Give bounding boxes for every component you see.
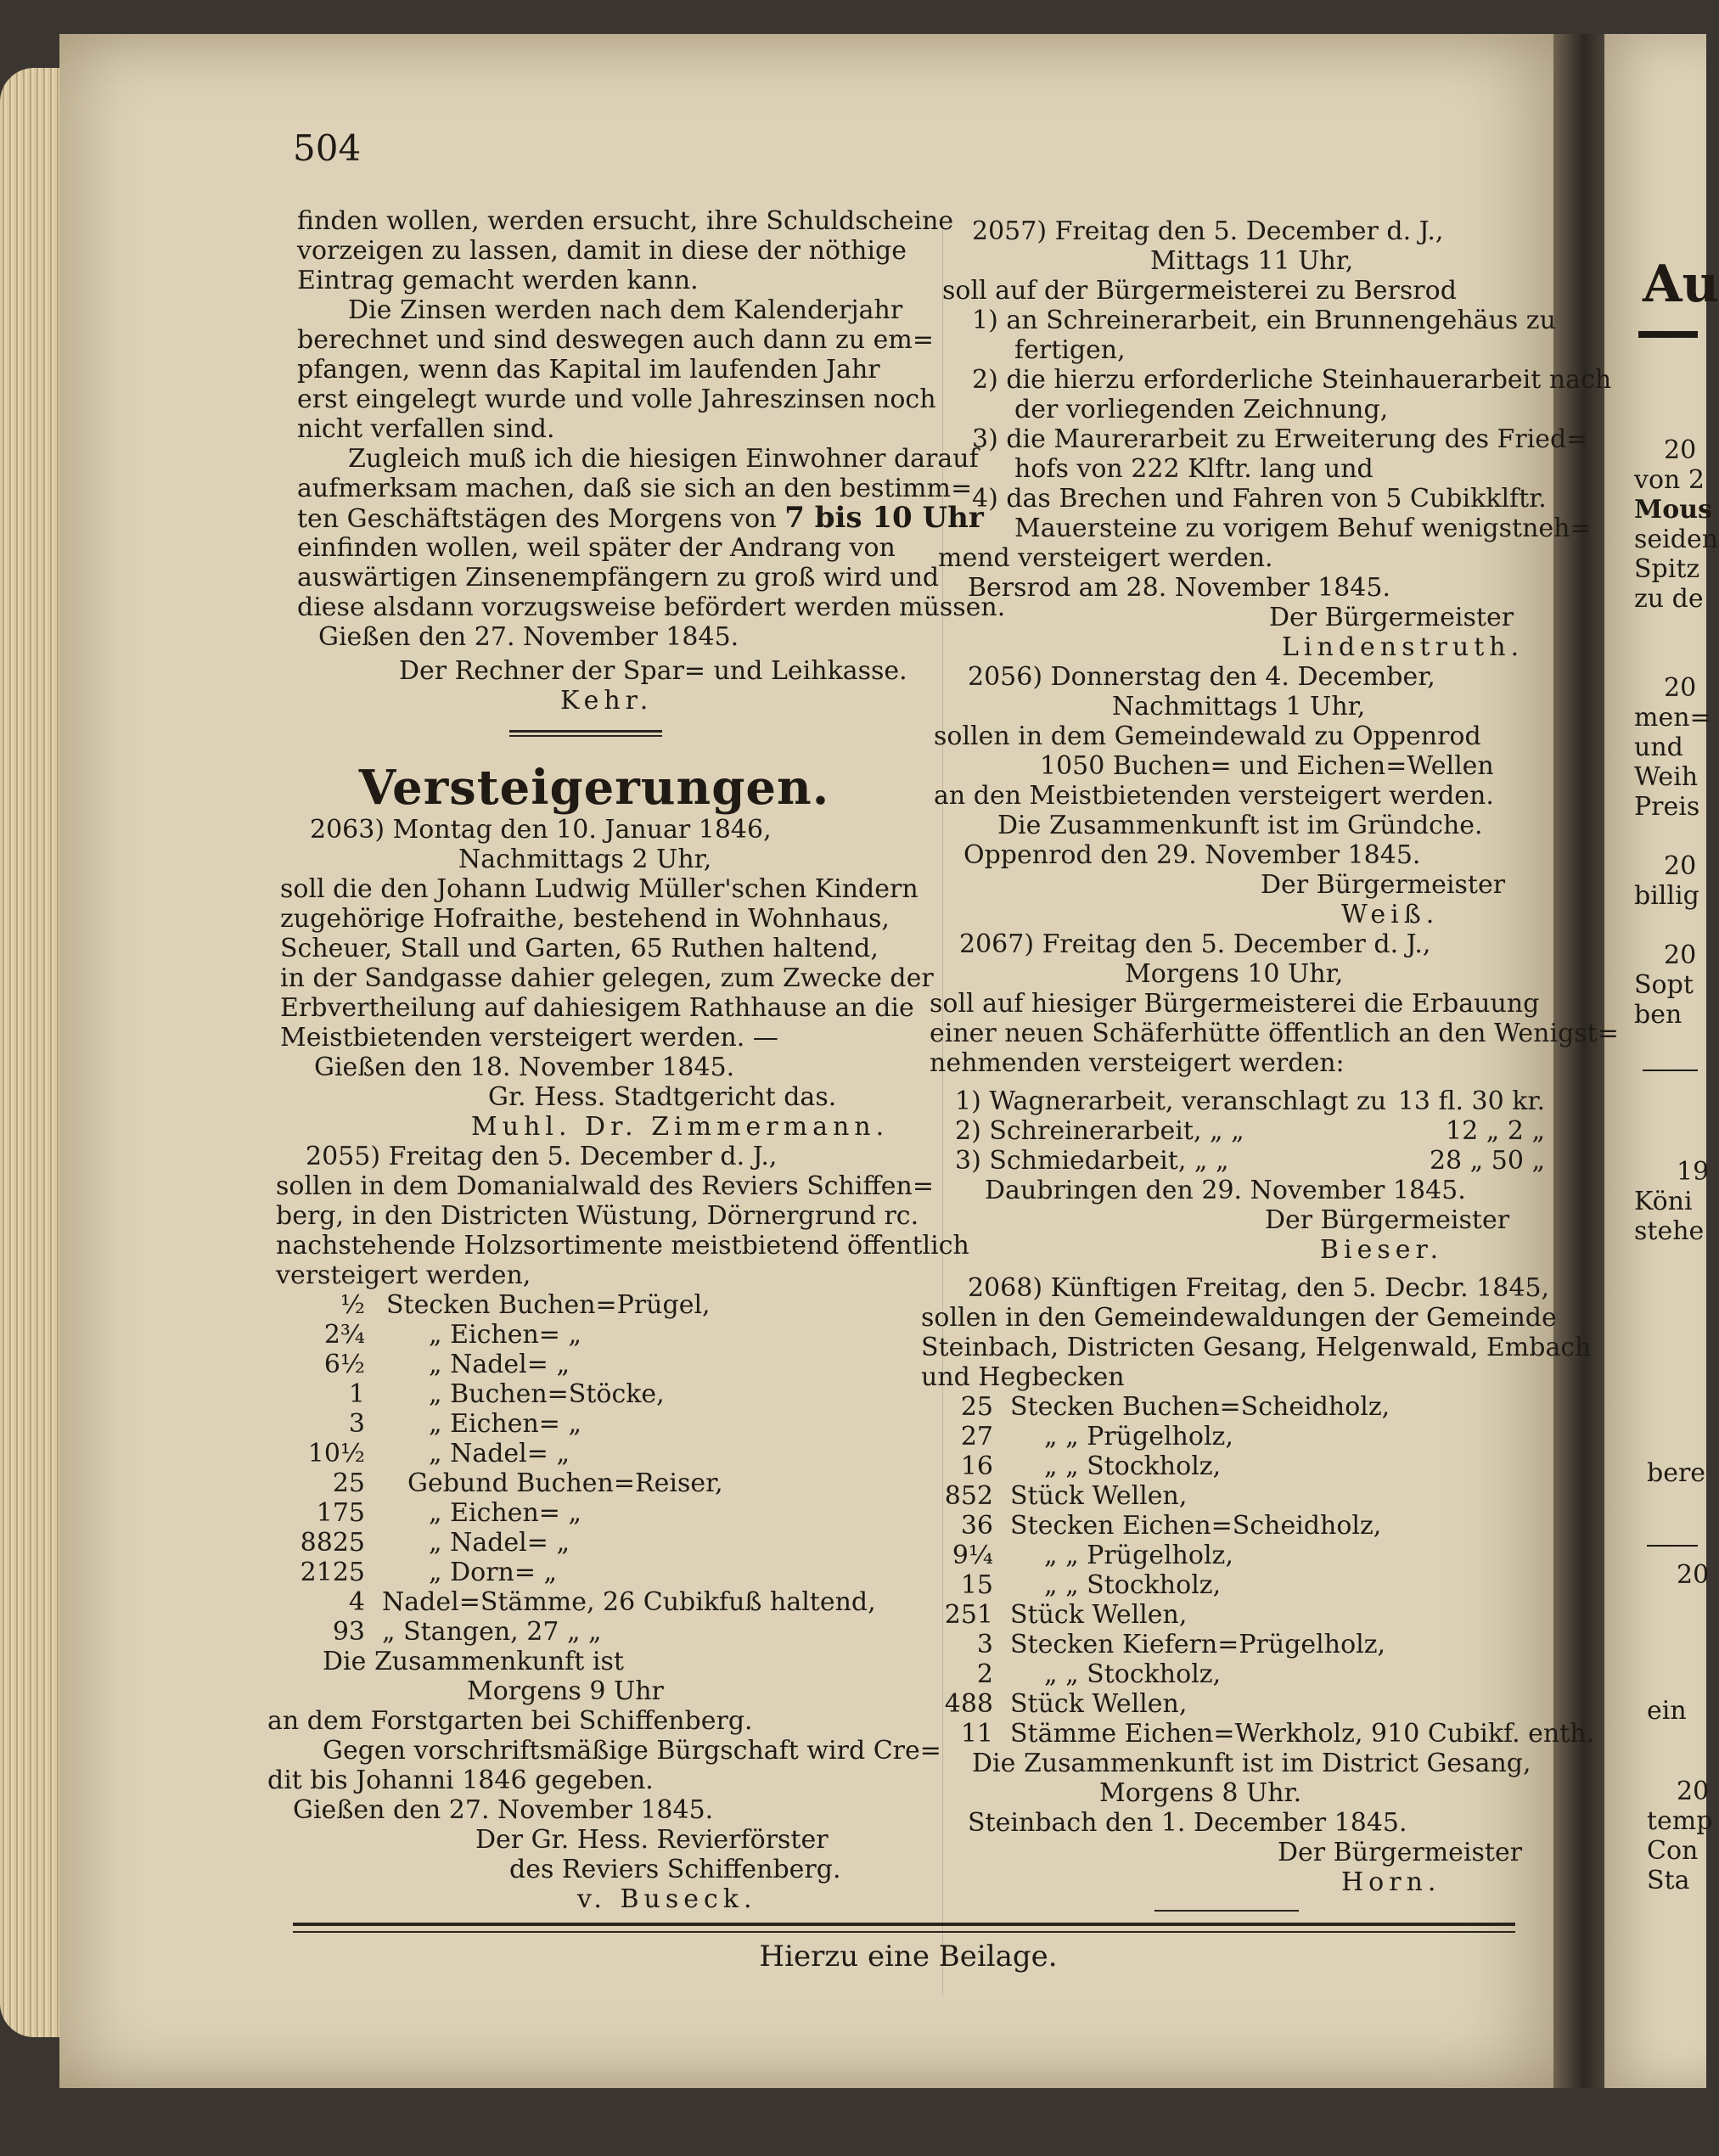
wood-desc: „ Eichen= „ [429,1320,581,1350]
wood-qty: 27 [960,1422,993,1451]
notice-2068-line: Der Bürgermeister [1278,1838,1523,1867]
wood-qty: 2¾ [323,1320,365,1350]
right-page-fragment: Köni [1634,1187,1693,1216]
cost-label: 3) Schmiedarbeit, „ „ [955,1146,1229,1176]
wood-qty: 175 [316,1498,365,1528]
notice-2068-line: Morgens 8 Uhr. [1099,1778,1302,1808]
left-top-line: finden wollen, werden ersucht, ihre Schuldscheine [297,206,954,236]
wood-desc: „ „ Stockholz, [1044,1451,1222,1481]
wood-qty: 852 [944,1481,993,1511]
notice-2056-signature: Weiß. [1341,900,1440,929]
wood-qty: 3 [348,1409,365,1439]
right-page-fragment: Spitz [1634,554,1700,584]
footer-rule [293,1923,1515,1926]
notice-2067-line: 2067) Freitag den 5. December d. J., [959,929,1431,959]
wood-qty: 11 [960,1719,993,1749]
notice-2056-line: sollen in dem Gemeindewald zu Oppenrod [934,721,1481,751]
footer-rule [293,1931,1515,1933]
notice-2057-signature: Lindenstruth. [1282,632,1525,662]
notice-2055-line: Die Zusammenkunft ist [323,1647,624,1676]
notice-2067-line: einer neuen Schäferhütte öffentlich an den Wenigst= [930,1019,1619,1048]
right-page-fragment: 20 [1677,1777,1710,1806]
book-gutter [1553,34,1604,2088]
notice-2067-line: Daubringen den 29. November 1845. [985,1176,1466,1205]
cost-price: 13 fl. 30 kr. [1397,1086,1545,1116]
wood-qty: 25 [960,1392,993,1422]
notice-2057-line: Mauersteine zu vorigem Behuf wenigstneh= [1014,514,1592,543]
section-heading: Versteigerungen. [358,760,830,816]
notice-2063-line: 2063) Montag den 10. Januar 1846, [310,815,772,845]
section-rule [509,730,662,733]
right-page-fragment: Au [1643,255,1719,314]
right-page-fragment: Sopt [1634,970,1694,1000]
notice-2056-line: Oppenrod den 29. November 1845. [963,840,1421,870]
notice-2055-line: Gießen den 27. November 1845. [293,1795,714,1825]
left-top-line: aufmerksam machen, daß sie sich an den bestimm= [297,474,973,503]
right-page-fragment: 20 [1677,1560,1710,1590]
left-top-line: Gießen den 27. November 1845. [318,622,739,652]
closing-rule [1154,1910,1299,1912]
right-page-fragment: stehe [1634,1216,1705,1246]
cost-price: 12 „ 2 „ [1446,1116,1545,1146]
notice-2055-signature: v. Buseck. [577,1884,757,1914]
notice-2063-line: in der Sandgasse dahier gelegen, zum Zwecke der [280,963,934,993]
notice-2055-line: Gegen vorschriftsmäßige Bürgschaft wird Cre= [323,1736,941,1766]
wood-qty: 4 [348,1587,365,1617]
right-page-fragment: 19 [1677,1157,1710,1187]
right-page-rule [1638,331,1698,338]
notice-2057-line: Der Bürgermeister [1269,603,1514,632]
wood-qty: 251 [944,1600,993,1630]
right-page-fragment: von 2 [1634,465,1705,495]
left-top-line: erst eingelegt wurde und volle Jahreszinsen noch [297,385,936,414]
left-top-line: auswärtigen Zinsenempfängern zu groß wird und [297,563,940,592]
notice-2056-line: 2056) Donnerstag den 4. December, [968,662,1435,692]
wood-desc: Stück Wellen, [1010,1600,1188,1630]
wood-qty: 6½ [323,1350,365,1379]
wood-desc: „ „ Stockholz, [1044,1570,1222,1600]
notice-2056-line: Die Zusammenkunft ist im Gründche. [997,811,1483,840]
wood-desc: „ Nadel= „ [429,1528,570,1558]
wood-desc: „ „ Prügelholz, [1044,1541,1233,1570]
notice-2056-line: 1050 Buchen= und Eichen=Wellen [1040,751,1494,781]
wood-qty: 3 [976,1630,993,1659]
notice-2057-line: hofs von 222 Klftr. lang und [1014,454,1374,484]
notice-2057-line: Bersrod am 28. November 1845. [968,573,1390,603]
right-page-fragment: Mous [1634,495,1712,525]
notice-2067-line: soll auf hiesiger Bürgermeisterei die Erbauung [930,989,1540,1019]
page-edges [0,68,68,2037]
notice-2068-signature: Horn. [1341,1867,1441,1897]
notice-2063-line: Nachmittags 2 Uhr, [458,845,712,874]
notice-2057-line: 1) an Schreinerarbeit, ein Brunnengehäus zu [972,306,1556,335]
notice-2067-line: Morgens 10 Uhr, [1125,959,1344,989]
wood-desc: Stecken Buchen=Prügel, [386,1290,711,1320]
right-page-fragment: Con [1647,1836,1699,1866]
right-page-fragment: seiden [1634,525,1719,554]
section-rule [509,735,662,737]
notice-2055-line: nachstehende Holzsortimente meistbietend öffentlich [276,1231,969,1260]
wood-qty: 93 [332,1617,365,1647]
right-page-fragment: Preis [1634,792,1700,822]
wood-qty: 2 [976,1659,993,1689]
notice-2068-line: Steinbach, Districten Gesang, Helgenwald, Embach [921,1333,1592,1362]
left-top-line: berechnet und sind deswegen auch dann zu em= [297,325,935,355]
left-top-line: Zugleich muß ich die hiesigen Einwohner darauf [348,444,979,474]
notice-2056-line: Nachmittags 1 Uhr, [1112,692,1366,721]
signature-name: Kehr. [560,686,654,716]
notice-2068-line: Die Zusammenkunft ist im District Gesang, [972,1749,1531,1778]
notice-2055-line: dit bis Johanni 1846 gegeben. [267,1766,654,1795]
notice-2057-line: fertigen, [1014,335,1126,365]
right-page-rule [1647,1545,1698,1547]
notice-2063-signature: Muhl. Dr. Zimmermann. [471,1112,890,1142]
wood-qty: 10½ [307,1439,365,1468]
right-page-fragment: ein [1647,1696,1687,1726]
notice-2067-signature: Bieser. [1320,1235,1444,1265]
notice-2057-line: soll auf der Bürgermeisterei zu Bersrod [942,276,1457,306]
notice-2055-line: des Reviers Schiffenberg. [509,1855,841,1884]
wood-desc: Stecken Eichen=Scheidholz, [1010,1511,1382,1541]
wood-desc: „ Eichen= „ [429,1498,581,1528]
right-page-fragment: 20 [1664,851,1697,881]
cost-price: 28 „ 50 „ [1429,1146,1545,1176]
notice-2063-line: Gr. Hess. Stadtgericht das. [488,1082,837,1112]
right-page-fragment: ben [1634,1000,1682,1030]
notice-2057-line: 2) die hierzu erforderliche Steinhauerarbeit nach [972,365,1612,395]
wood-desc: Stecken Kiefern=Prügelholz, [1010,1630,1386,1659]
notice-2056-line: Der Bürgermeister [1261,870,1506,900]
notice-2063-line: soll die den Johann Ludwig Müller'schen Kindern [280,874,918,904]
notice-2068-line: sollen in den Gemeindewaldungen der Gemeinde [921,1303,1557,1333]
notice-2055-line: Morgens 9 Uhr [467,1676,664,1706]
wood-qty: 16 [960,1451,993,1481]
notice-2063-line: Gießen den 18. November 1845. [314,1053,735,1082]
right-page-fragment: 20 [1664,673,1697,703]
signature-line: Der Rechner der Spar= und Leihkasse. [399,656,907,686]
notice-2063-line: zugehörige Hofraithe, bestehend in Wohnhaus, [280,904,890,934]
wood-qty: 2125 [300,1558,365,1587]
notice-2057-line: Mittags 11 Uhr, [1150,246,1354,276]
notice-2067-line: Der Bürgermeister [1265,1205,1510,1235]
office-hours: 7 bis 10 Uhr [784,501,984,535]
left-top-line: einfinden wollen, weil später der Andrang von [297,533,896,563]
left-top-line: vorzeigen zu lassen, damit in diese der nöthige [297,236,907,266]
notice-2057-line: 4) das Brechen und Fahren von 5 Cubikklftr. [972,484,1547,514]
notice-2067-line: nehmenden versteigert werden: [930,1048,1345,1078]
wood-qty: 488 [944,1689,993,1719]
right-page-fragment: temp [1647,1806,1713,1836]
wood-qty: 9¼ [952,1541,993,1570]
left-top-line-emphasis: ten Geschäftstägen des Morgens von 7 bis 10 Uhr [297,501,984,535]
notice-2055-line: sollen in dem Domanialwald des Reviers Schiffen= [276,1171,934,1201]
left-top-line: nicht verfallen sind. [297,414,555,444]
notice-2056-line: an den Meistbietenden versteigert werden. [934,781,1494,811]
footer-note: Hierzu eine Beilage. [759,1940,1058,1974]
wood-qty: 25 [332,1468,365,1498]
wood-qty: 8825 [300,1528,365,1558]
left-top-line: Eintrag gemacht werden kann. [297,266,699,295]
notice-2057-line: 2057) Freitag den 5. December d. J., [972,216,1444,246]
wood-desc: „ „ Prügelholz, [1044,1422,1233,1451]
right-page-fragment: 20 [1664,940,1697,970]
wood-desc: Stämme Eichen=Werkholz, 910 Cubikf. enth. [1010,1719,1595,1749]
right-page-fragment: zu de [1634,584,1704,614]
wood-qty: 36 [960,1511,993,1541]
notice-2055-line: versteigert werden, [276,1260,531,1290]
wood-desc: „ Nadel= „ [429,1350,570,1379]
right-page-fragment: men= [1634,703,1711,733]
wood-desc: Nadel=Stämme, 26 Cubikfuß haltend, [382,1587,876,1617]
wood-qty: 1 [348,1379,365,1409]
wood-desc: Stück Wellen, [1010,1689,1188,1719]
wood-desc: Stück Wellen, [1010,1481,1188,1511]
notice-2055-line: 2055) Freitag den 5. December d. J., [306,1142,778,1171]
cost-label: 1) Wagnerarbeit, veranschlagt zu [955,1086,1387,1116]
cost-label: 2) Schreinerarbeit, „ „ [955,1116,1244,1146]
left-top-line: pfangen, wenn das Kapital im laufenden Jahr [297,355,880,385]
wood-desc: Stecken Buchen=Scheidholz, [1010,1392,1390,1422]
right-page-fragment: Weih [1634,762,1699,792]
notice-2068-line: Steinbach den 1. December 1845. [968,1808,1407,1838]
right-page-fragment: und [1634,733,1683,762]
wood-qty: 15 [960,1570,993,1600]
right-page-fragment: Sta [1647,1866,1690,1895]
notice-2057-line: 3) die Maurerarbeit zu Erweiterung des Fried= [972,424,1588,454]
wood-desc: „ „ Stockholz, [1044,1659,1222,1689]
notice-2068-line: 2068) Künftigen Freitag, den 5. Decbr. 1845, [968,1273,1550,1303]
notice-2068-line: und Hegbecken [921,1362,1125,1392]
wood-desc: „ Eichen= „ [429,1409,581,1439]
notice-2057-line: mend versteigert werden. [938,543,1273,573]
left-top-line: Die Zinsen werden nach dem Kalenderjahr [348,295,903,325]
wood-desc: „ Stangen, 27 „ „ [382,1617,602,1647]
notice-2055-line: an dem Forstgarten bei Schiffenberg. [267,1706,753,1736]
wood-desc: Gebund Buchen=Reiser, [407,1468,723,1498]
notice-2057-line: der vorliegenden Zeichnung, [1014,395,1389,424]
right-page-rule [1643,1070,1698,1071]
wood-desc: „ Nadel= „ [429,1439,570,1468]
notice-2063-line: Erbvertheilung auf dahiesigem Rathhause an die [280,993,914,1023]
notice-2055-line: Der Gr. Hess. Revierförster [475,1825,829,1855]
notice-2063-line: Meistbietenden versteigert werden. — [280,1023,778,1053]
right-page-fragment: billig [1634,881,1699,911]
left-top-line: diese alsdann vorzugsweise befördert werden müssen. [297,592,1006,622]
notice-2055-line: berg, in den Districten Wüstung, Dörnergrund rc. [276,1201,919,1231]
right-page-fragment: bere [1647,1458,1706,1488]
wood-desc: „ Buchen=Stöcke, [429,1379,665,1409]
wood-desc: „ Dorn= „ [429,1558,558,1587]
notice-2063-line: Scheuer, Stall und Garten, 65 Ruthen haltend, [280,934,879,963]
page-number: 504 [293,127,362,169]
wood-qty: ½ [340,1290,365,1320]
right-page-fragment: 20 [1664,435,1697,465]
